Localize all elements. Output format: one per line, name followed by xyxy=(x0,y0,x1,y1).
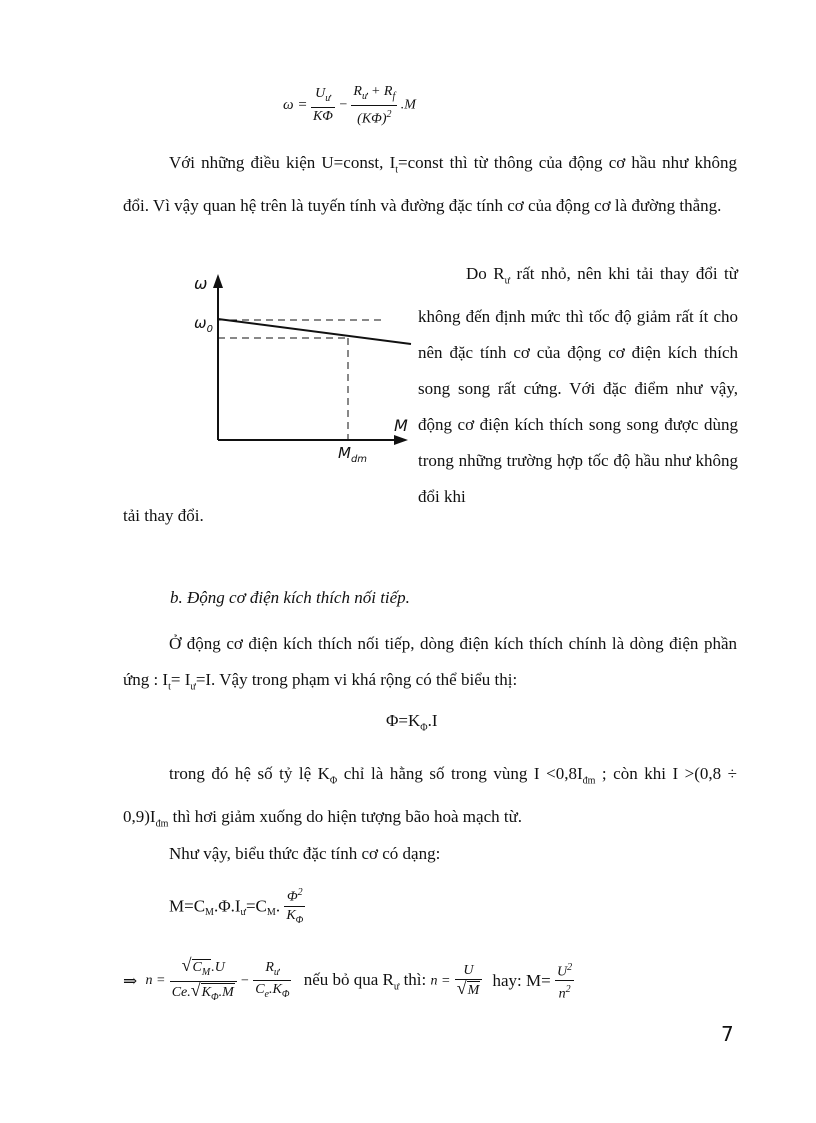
fraction-phi2-over-kphi: $\frac{\Phi^2}{K_\Phi}$ xyxy=(286,887,304,926)
x-axis-arrow xyxy=(394,435,408,445)
mdm-label: $M_{dm}$ xyxy=(338,444,368,465)
paragraph-shunt-end: tải thay đổi. xyxy=(123,506,204,525)
paragraph-shunt-description: Do $R_ư$ rất nhỏ, nên khi tải thay đổi từ không đến định mức thì tốc độ giảm rất ít cho nên đặc tính cơ của động cơ điện kích thích song song rất cứng. Với đặc điểm như vậy, động cơ điện kích thích song song được dùng trong những trường hợp tốc độ hầu như không đổi khi xyxy=(418,264,738,507)
page-number: 7 xyxy=(721,1022,734,1046)
fraction-r-over-kphi2: $\frac{R_ư + R_f}{(K\Phi)^2}$ xyxy=(353,84,396,127)
characteristic-plot xyxy=(188,268,418,478)
paragraph-intro: Với những điều kiện U=const, $I_t=const$ thì từ thông của động cơ hầu như không đổi. Vì vậy quan hệ trên là tuyến tính và đường đặc tính cơ của động cơ là đường thẳng. xyxy=(123,153,738,216)
equation-omega: ω = $\frac{U_ư}{K\Phi}$ − $\frac{R_ư + R_f}{(K\Phi)^2}$ .M xyxy=(283,84,416,127)
equation-flux: $\Phi=K_\Phi.I$ xyxy=(386,711,438,734)
speed-torque-figure xyxy=(188,268,418,478)
fraction-speed-drop: $\frac{R_ư}{C_e.K_\Phi}$ xyxy=(255,959,290,1001)
fraction-u-over-sqrt-m: $\frac{U}{√M}$ xyxy=(455,963,483,999)
equation-torque: $M=C_M.\Phi.I_ư=C_M$. $\frac{\Phi^2}{K_\Phi}$ xyxy=(169,885,305,928)
paragraph-series-intro: Ở động cơ điện kích thích nối tiếp, dòng điện kích thích chính là dòng điện phần ứng : $I_t= I_ư=I$. Vậy trong phạm vi khá rộng có thể biểu thị: xyxy=(123,634,737,693)
characteristic-line xyxy=(218,319,411,344)
y-axis-label: ω xyxy=(194,274,208,293)
x-axis-label: M xyxy=(394,416,408,435)
fraction-speed-main: $\frac{√C_M.U}{Ce.√K_\Phi.M}$ xyxy=(170,957,237,1006)
y-axis-arrow xyxy=(213,274,223,288)
equation-speed: ⇒ n = $\frac{√C_M.U}{Ce.√K_\Phi.M}$ − $\frac{R_ư}{C_e.K_\Phi}$ nếu bỏ qua $R_ư$ thì: n = $\frac{U}{√M}$ hay: M= $\frac{U^2}{n^2}$ xyxy=(123,957,574,1006)
paragraph-expression: Như vậy, biểu thức đặc tính cơ có dạng: xyxy=(169,844,441,863)
paragraph-kphi: trong đó hệ số tỷ lệ $K_\Phi$ chỉ là hằng số trong vùng $I <0,8I_{đm}$ ; còn khi $I >(0,8 \div 0,9)I_{đm}$ thì hơi giảm xuống do hiện tượng bão hoà mạch từ. xyxy=(123,764,737,830)
omega0-label: $\omega_0$ xyxy=(194,314,213,335)
section-heading-series: b. Động cơ điện kích thích nối tiếp. xyxy=(170,588,410,607)
fraction-u-over-kphi: $\frac{U_ư}{K\Phi}$ xyxy=(312,86,333,125)
fraction-u2-over-n2: $\frac{U^2}{n^2}$ xyxy=(557,961,573,1002)
